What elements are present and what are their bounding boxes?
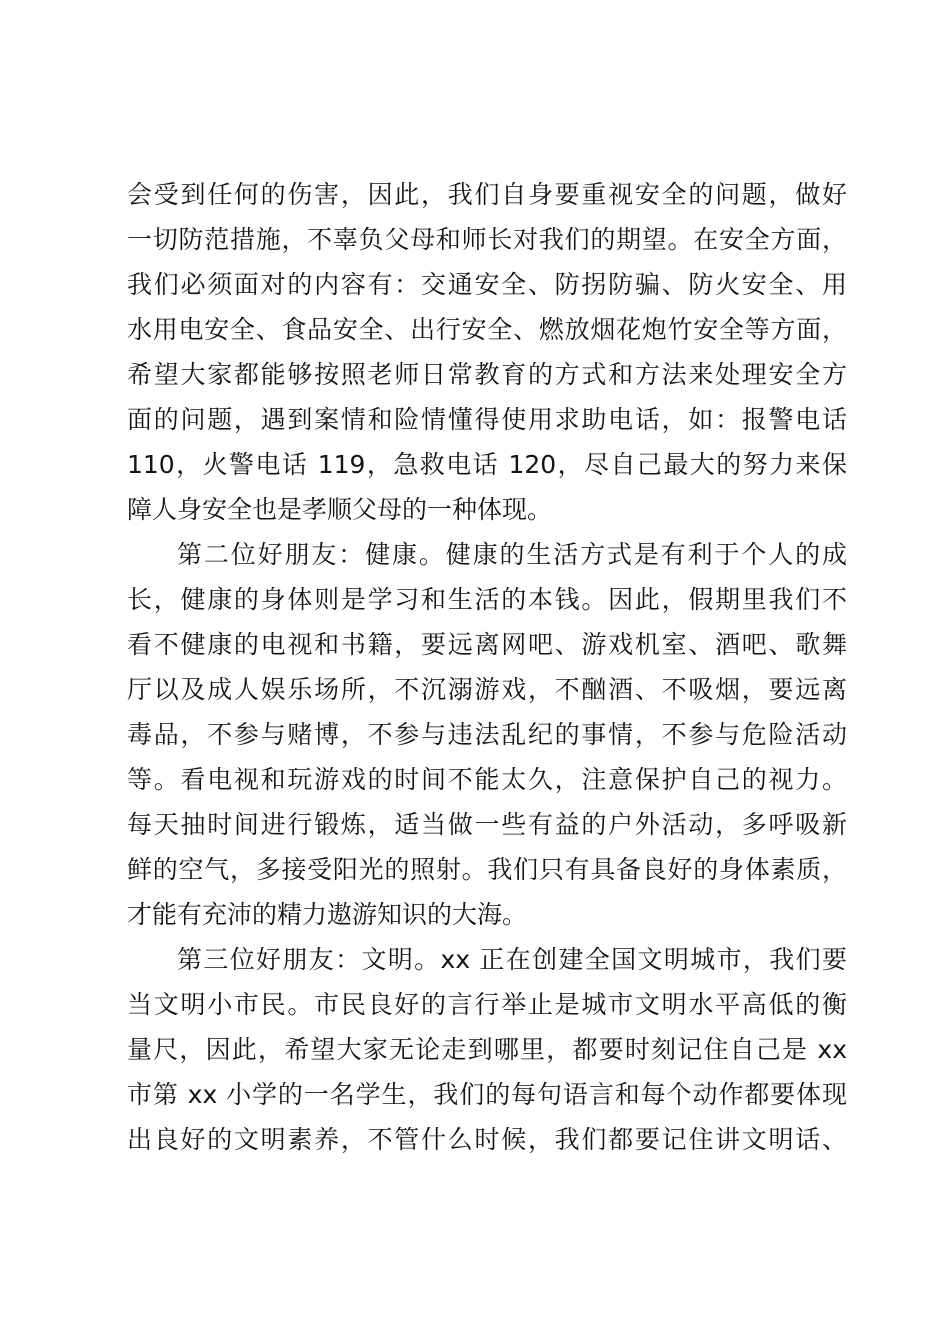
text-line: 当文明小市民。市民良好的言行举止是城市文明水平高低的衡	[127, 990, 847, 1019]
text-line: 厅以及成人娱乐场所，不沉溺游戏，不酗酒、不吸烟，要远离	[127, 675, 847, 704]
text-line: 量尺，因此，希望大家无论走到哪里，都要时刻记住自己是 xx	[127, 1035, 847, 1064]
paragraph	[127, 937, 847, 1162]
text-line: 我们必须面对的内容有：交通安全、防拐防骗、防火安全、用	[127, 270, 847, 299]
text-line: 等。看电视和玩游戏的时间不能太久，注意保护自己的视力。	[127, 765, 847, 794]
text-line: 障人身安全也是孝顺父母的一种体现。	[127, 495, 553, 524]
text-line: 市第 xx 小学的一名学生，我们的每句语言和每个动作都要体现	[127, 1080, 847, 1109]
paragraph	[127, 172, 847, 532]
text-line: 面的问题，遇到案情和险情懂得使用求助电话，如：报警电话	[127, 405, 847, 434]
text-line: 会受到任何的伤害，因此，我们自身要重视安全的问题，做好	[127, 180, 847, 209]
text-line: 出良好的文明素养，不管什么时候，我们都要记住讲文明话、	[127, 1125, 847, 1154]
text-line: 毒品，不参与赌博，不参与违法乱纪的事情，不参与危险活动	[127, 720, 847, 749]
paragraph	[127, 532, 847, 937]
text-line: 鲜的空气，多接受阳光的照射。我们只有具备良好的身体素质，	[127, 855, 847, 884]
text-line: 才能有充沛的精力遨游知识的大海。	[127, 900, 528, 929]
text-line: 第三位好朋友：文明。xx 正在创建全国文明城市，我们要	[177, 945, 847, 974]
text-line: 第二位好朋友：健康。健康的生活方式是有利于个人的成	[177, 540, 847, 569]
text-line: 长，健康的身体则是学习和生活的本钱。因此，假期里我们不	[127, 585, 847, 614]
text-line: 希望大家都能够按照老师日常教育的方式和方法来处理安全方	[127, 360, 847, 389]
text-line: 水用电安全、食品安全、出行安全、燃放烟花炮竹安全等方面，	[127, 315, 847, 344]
text-line: 看不健康的电视和书籍，要远离网吧、游戏机室、酒吧、歌舞	[127, 630, 847, 659]
text-line: 每天抽时间进行锻炼，适当做一些有益的户外活动，多呼吸新	[127, 810, 847, 839]
text-line: 一切防范措施，不辜负父母和师长对我们的期望。在安全方面，	[127, 225, 847, 254]
document-body	[127, 172, 847, 1162]
text-line: 110，火警电话 119，急救电话 120，尽自己最大的努力来保	[127, 450, 847, 479]
